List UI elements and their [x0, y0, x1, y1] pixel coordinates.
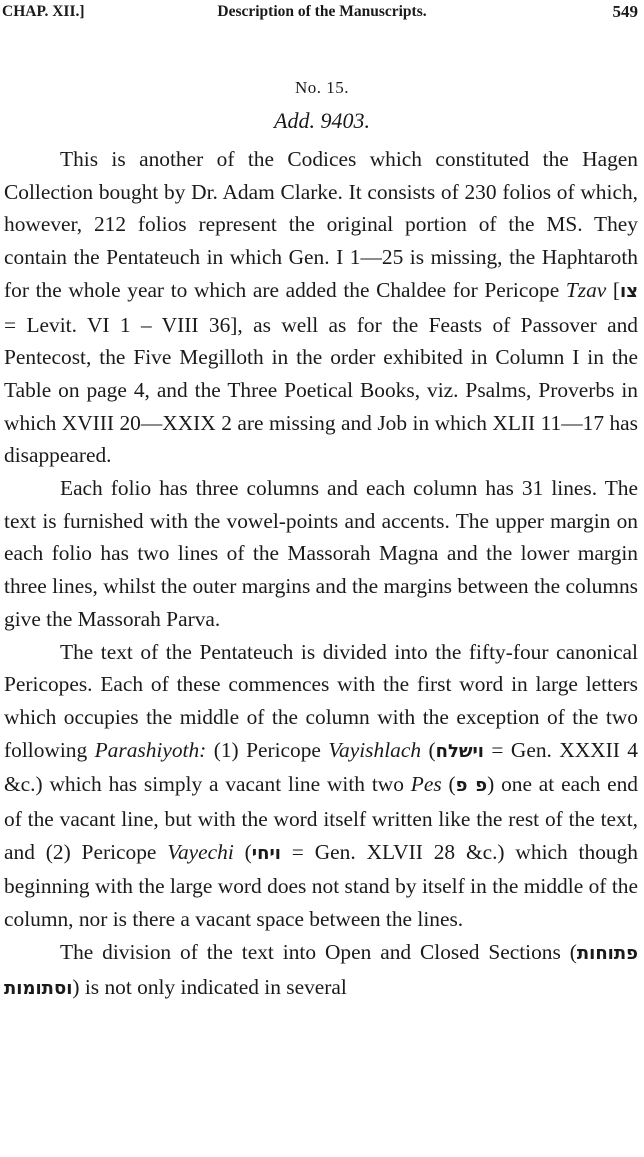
hebrew-vayishlach: וישלח	[435, 740, 484, 762]
running-title: Description of the Manuscripts.	[217, 3, 427, 20]
entry-number: No. 15.	[294, 78, 350, 97]
entry-shelfmark: Add. 9403.	[274, 108, 370, 133]
term-parashiyoth: Parashiyoth:	[94, 737, 207, 762]
hebrew-vayechi: ויחי	[251, 842, 281, 864]
paragraph-3: The text of the Pentateuch is divided into the fifty-four canonical Pericopes. Each of these commences with the first word in large letters which occupies the middle of the column with the exception of the two following Parashiyoth: (1) Pericope Vayishlach (וישלח = Gen. XXXII 4 &c.) which has simply a vacant line with two Pes (פ פ) one at each end of the vacant line, but with the word itself written like the rest of the text, and (2) Pericope Vayechi (ויחי = Gen. XLVII 28 &c.) which though beginning with the large word does not stand by itself in the middle of the column, nor is there a vacant space between the lines.	[4, 639, 638, 932]
hebrew-pes: פ פ	[455, 775, 488, 797]
term-vayechi: Vayechi	[167, 839, 234, 864]
paragraph-4: The division of the text into Open and Closed Sections (פתוחות וסתומות) is not only indicated in several	[4, 939, 638, 999]
paragraph-2: Each folio has three columns and each column has 31 lines. The text is furnished with the vowel-points and accents. The upper margin on each folio has two lines of the Massorah Magna and the lower margin three lines, whilst the outer margins and the margins between the columns give the Massorah Parva.	[4, 476, 638, 631]
chapter-label: CHAP. XII.]	[2, 3, 85, 20]
term-vayishlach: Vayishlach	[328, 737, 422, 762]
term-tzav: Tzav	[565, 277, 607, 302]
paragraph-1: This is another of the Codices which constituted the Hagen Collection bought by Dr. Adam Clarke. It consists of 230 folios of which, however, 212 folios represent the original portion of the MS. They contain the Pentateuch in which Gen. I 1—25 is missing, the Haphtaroth for the whole year to which are added the Chaldee for Pericope Tzav [צו = Levit. VI 1 – VIII 36], as well as for the Feasts of Passover and Pentecost, the Five Megilloth in the order exhibited in Column I in the Table on page 4, and the Three Poetical Books, viz. Psalms, Proverbs in which XVIII 20—XXIX 2 are missing and Job in which XLII 11—17 has disappeared.	[4, 147, 638, 468]
term-pes: Pes	[410, 772, 442, 797]
page-number: 549	[612, 2, 638, 21]
running-header	[0, 0, 644, 34]
body-text	[4, 143, 638, 1005]
hebrew-sections: פתוחות וסתומות	[4, 942, 638, 999]
hebrew-tzav: צו	[620, 280, 638, 302]
